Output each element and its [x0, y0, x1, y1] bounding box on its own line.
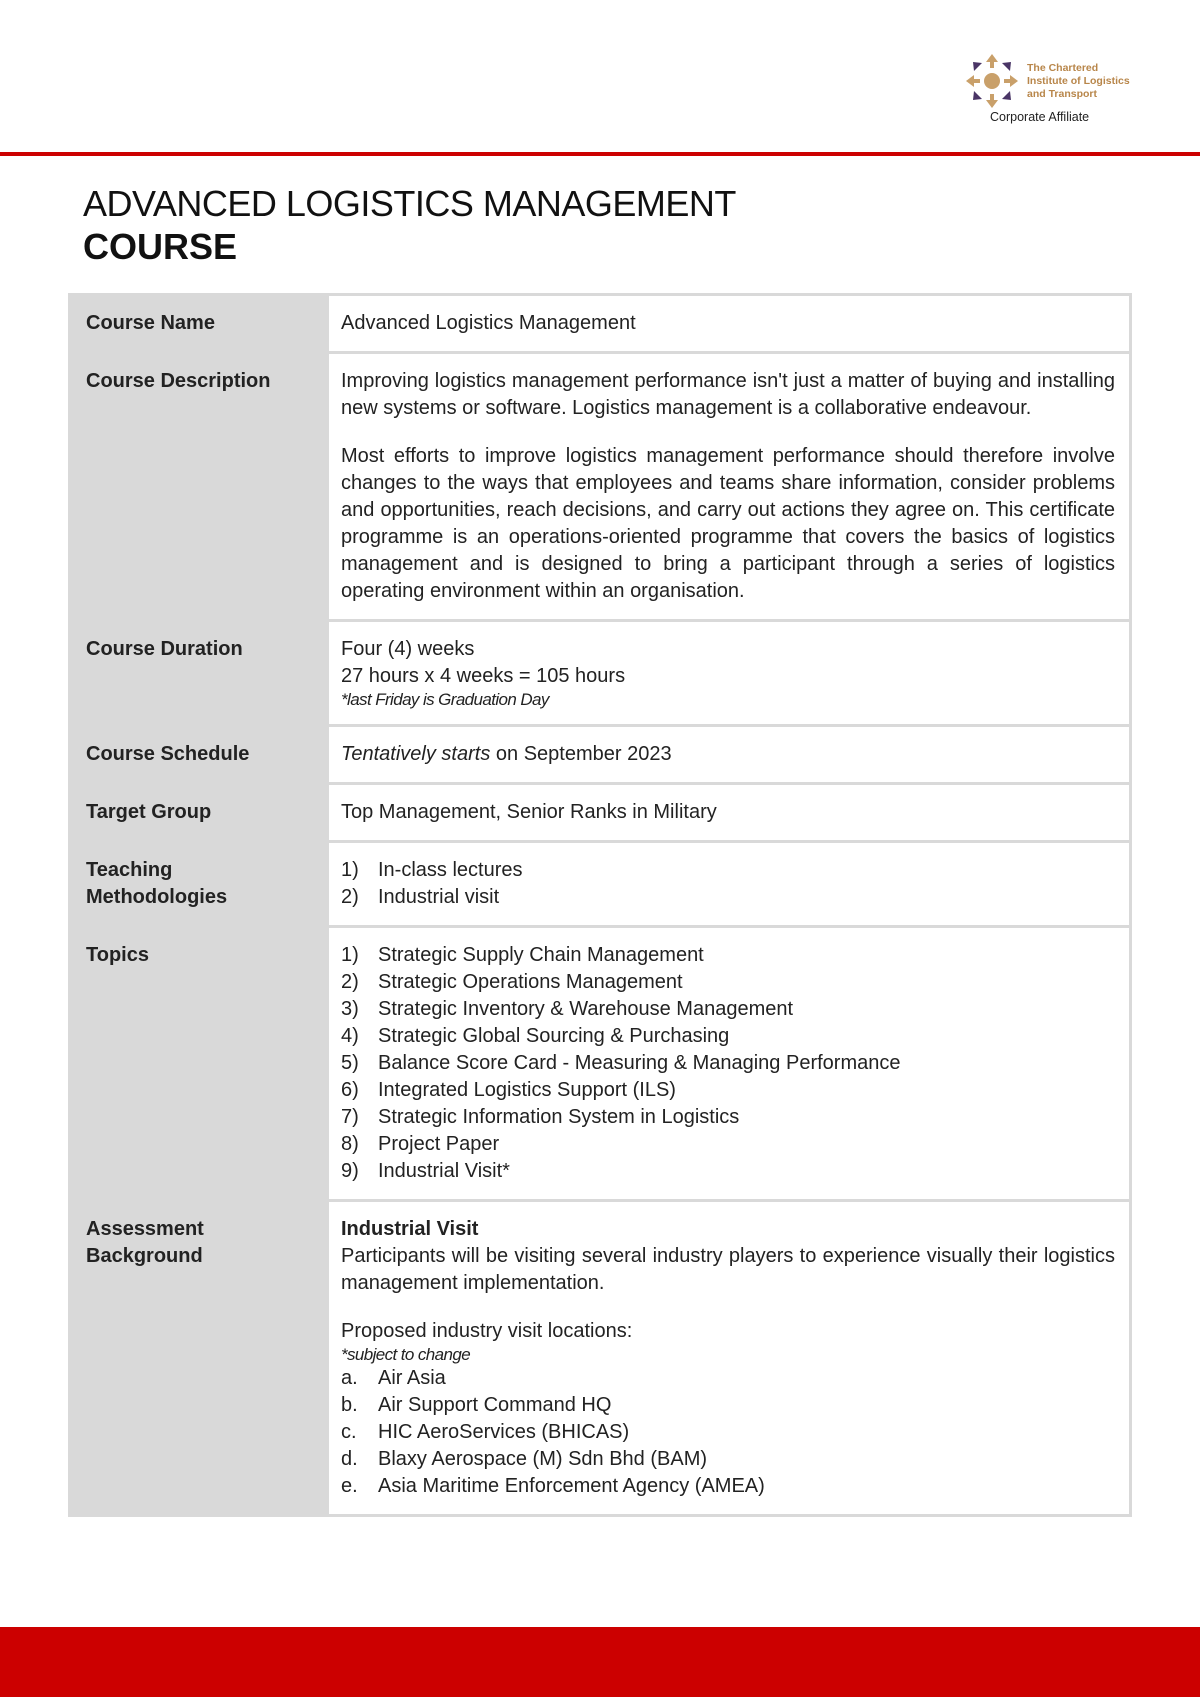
table-row: [70, 927, 1131, 1201]
list-item: a. Air Asia: [341, 1367, 446, 1389]
footer-band: [0, 1627, 1200, 1697]
table-row: [70, 295, 1131, 353]
row-label: Teaching Methodologies: [70, 842, 328, 927]
list-item: 6) Integrated Logistics Support (ILS): [341, 1079, 676, 1101]
header-divider: [0, 152, 1200, 156]
course-duration-value: [328, 621, 1131, 726]
list-item: 9) Industrial Visit*: [341, 1160, 510, 1182]
row-label: Course Description: [70, 353, 328, 621]
list-item: c. HIC AeroServices (BHICAS): [341, 1421, 630, 1443]
table-row: [70, 353, 1131, 621]
table-row: [70, 784, 1131, 842]
locations-note: *subject to change: [341, 1345, 471, 1364]
course-schedule-value: [328, 726, 1131, 784]
course-info-table: [68, 293, 1132, 1517]
page-subtitle: COURSE: [83, 226, 238, 267]
table-row: [70, 1201, 1131, 1516]
row-label: Course Schedule: [70, 726, 328, 784]
list-item: 3) Strategic Inventory & Warehouse Management: [341, 998, 794, 1020]
logo-line: Institute of Logistics: [1027, 75, 1130, 87]
target-group-value: Top Management, Senior Ranks in Military: [328, 784, 1131, 842]
topics-value: [328, 927, 1131, 1201]
list-item: 2) Industrial visit: [341, 886, 500, 908]
list-item: e. Asia Maritime Enforcement Agency (AMEA): [341, 1475, 765, 1497]
course-name-value: Advanced Logistics Management: [328, 295, 1131, 353]
list-item: 8) Project Paper: [341, 1133, 500, 1155]
description-paragraph: Improving logistics management performance isn't just a matter of buying and installing new systems or software. Logistics management is a collaborative endeavour.: [341, 370, 1115, 419]
schedule-date: on September 2023: [490, 743, 672, 765]
cilt-logo: [964, 52, 1164, 132]
row-label: Target Group: [70, 784, 328, 842]
duration-line: Four (4) weeks: [341, 638, 475, 660]
list-item: 1) In-class lectures: [341, 859, 523, 881]
schedule-tentative: Tentatively starts: [341, 743, 491, 765]
table-row: [70, 621, 1131, 726]
table-row: [70, 842, 1131, 927]
locations-list: [341, 1365, 1115, 1500]
row-label: Topics: [70, 927, 328, 1201]
assessment-paragraph: Participants will be visiting several industry players to experience visually their logistics management implementation.: [341, 1245, 1115, 1294]
row-label: Assessment Background: [70, 1201, 328, 1516]
course-description-value: [328, 353, 1131, 621]
description-paragraph: Most efforts to improve logistics management performance should therefore involve changes to the ways that employees and teams share information, consider problems and opportunities, reach decisions, and carry out actions they agree on. This certificate programme is an operations-oriented programme that covers the basics of logistics management and is designed to bring a participant through a series of logistics operating environment within an organisation.: [341, 445, 1115, 602]
assessment-value: [328, 1201, 1131, 1516]
teaching-methodologies-value: [328, 842, 1131, 927]
list-item: b. Air Support Command HQ: [341, 1394, 612, 1416]
locations-intro: Proposed industry visit locations:: [341, 1320, 633, 1342]
page-title: ADVANCED LOGISTICS MANAGEMENT: [83, 183, 736, 224]
list-item: 2) Strategic Operations Management: [341, 971, 683, 993]
topics-list: [341, 942, 1115, 1185]
row-label: Course Duration: [70, 621, 328, 726]
row-label: Course Name: [70, 295, 328, 353]
teaching-list: [341, 857, 1115, 911]
list-item: d. Blaxy Aerospace (M) Sdn Bhd (BAM): [341, 1448, 708, 1470]
duration-line: 27 hours x 4 weeks = 105 hours: [341, 665, 626, 687]
list-item: 7) Strategic Information System in Logistics: [341, 1106, 740, 1128]
table-row: [70, 726, 1131, 784]
logo-line: The Chartered: [1027, 62, 1099, 74]
assessment-heading: Industrial Visit: [341, 1218, 479, 1240]
logo-caption: Corporate Affiliate: [990, 110, 1090, 124]
logo-line: and Transport: [1027, 88, 1098, 100]
arrows-compass-icon: [964, 52, 1024, 108]
list-item: 1) Strategic Supply Chain Management: [341, 944, 704, 966]
logo-org-name: [1027, 62, 1130, 101]
list-item: 4) Strategic Global Sourcing & Purchasing: [341, 1025, 730, 1047]
list-item: 5) Balance Score Card - Measuring & Managing Performance: [341, 1052, 901, 1074]
duration-note: *last Friday is Graduation Day: [341, 690, 549, 709]
